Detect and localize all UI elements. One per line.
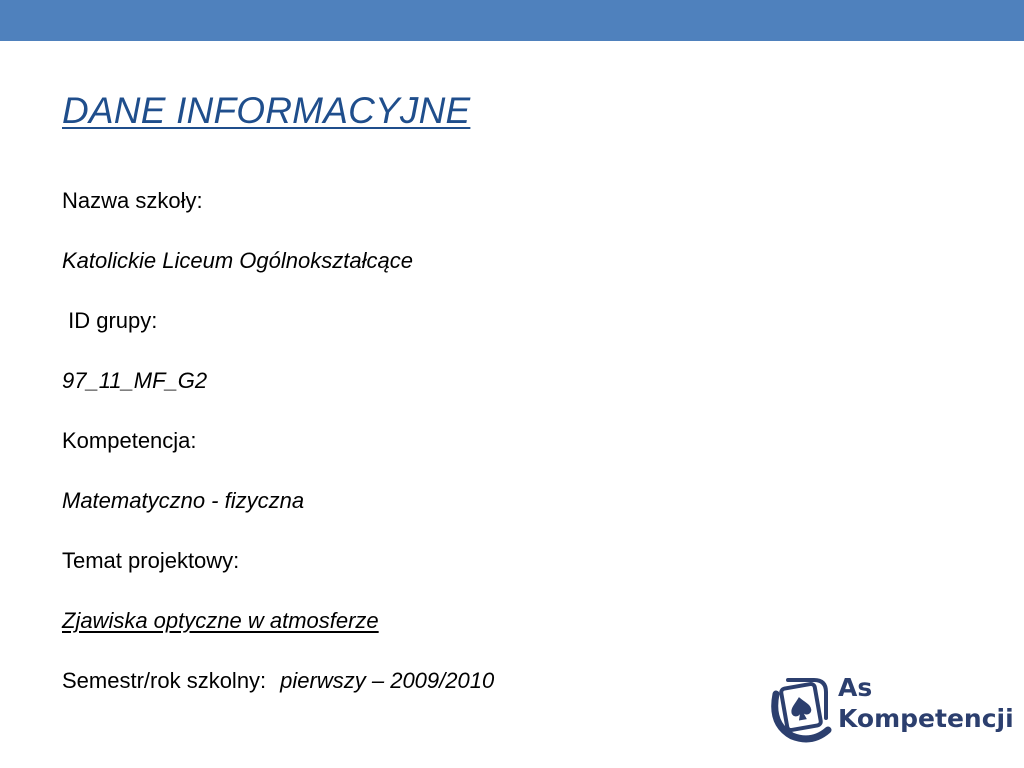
logo-line-2: Kompetencji [838, 704, 1014, 733]
group-id-label: ID grupy: [62, 308, 158, 333]
slide-title: DANE INFORMACYJNE [62, 90, 471, 131]
competence-value: Matematyczno - fizyczna [62, 488, 305, 513]
project-topic-value: Zjawiska optyczne w atmosferze [62, 608, 379, 633]
semester-value: pierwszy – 2009/2010 [280, 668, 495, 693]
school-name-label: Nazwa szkoły: [62, 188, 203, 213]
card-spade-logo-icon [768, 672, 834, 744]
semester-line [62, 668, 494, 694]
group-id-value: 97_11_MF_G2 [62, 368, 208, 393]
school-name-value: Katolickie Liceum Ogólnokształcące [62, 248, 413, 273]
top-accent-bar [0, 0, 1024, 41]
semester-label: Semestr/rok szkolny: [62, 668, 267, 693]
logo-line-1: As [838, 673, 873, 702]
logo-wordmark [838, 672, 1014, 734]
project-topic-label: Temat projektowy: [62, 548, 240, 573]
competence-label: Kompetencja: [62, 428, 197, 453]
as-kompetencji-logo [768, 668, 1014, 748]
